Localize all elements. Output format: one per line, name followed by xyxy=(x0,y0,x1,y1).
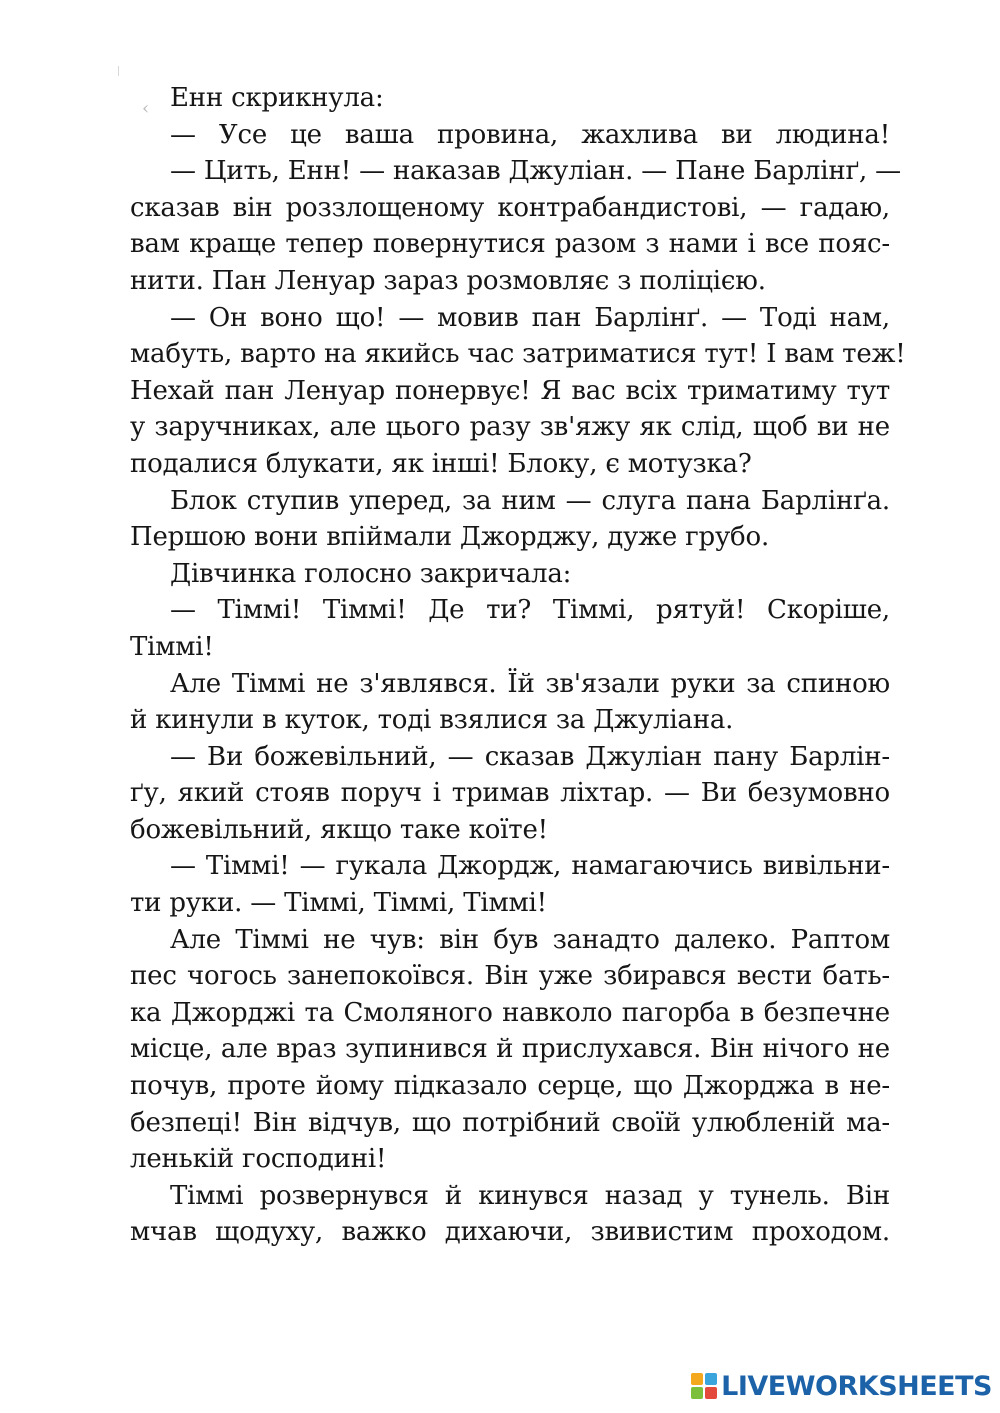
text-line: Енн скрикнула: xyxy=(170,83,384,113)
text-line: Але Тіммі не чув: він був занадто далеко. Раптом xyxy=(170,924,890,955)
liveworksheets-logo-icon xyxy=(691,1373,717,1399)
text-line: ти руки. — Тіммі, Тіммі, Тіммі! xyxy=(130,888,547,919)
text-line: — Тіммі! Тіммі! Де ти? Тіммі, рятуй! Скоріше, xyxy=(170,595,890,626)
text-line: — Усе це ваша провина, жахлива ви людина! xyxy=(170,119,890,150)
text-line: — Тіммі! — гукала Джордж, намагаючись вивільни- xyxy=(170,851,890,882)
text-line: Тіммі розвернувся й кинувся назад у тунель. Він xyxy=(170,1180,890,1211)
text-line: ка Джорджі та Смоляного навколо пагорба в безпечне xyxy=(130,997,890,1028)
text-line: — Цить, Енн! — наказав Джуліан. — Пане Барлінґ, — xyxy=(170,156,901,187)
text-line: Тіммі! xyxy=(130,631,214,662)
text-line: місце, але враз зупинився й прислухався. Він нічого не xyxy=(130,1034,890,1065)
text-line: Дівчинка голосно закричала: xyxy=(170,558,572,589)
text-line: Але Тіммі не з'являвся. Їй зв'язали руки за спиною xyxy=(170,668,890,699)
text-line: ленькій господині! xyxy=(130,1144,387,1175)
text-line: мабуть, варто на якийсь час затриматися тут! І вам теж! xyxy=(130,339,906,370)
text-line: пес чогось занепокоївся. Він уже збирався вести бать- xyxy=(130,961,890,992)
text-line: нити. Пан Ленуар зараз розмовляє з поліцією. xyxy=(130,265,766,296)
scan-mark-icon: ‹ xyxy=(142,98,150,119)
text-line: Нехай пан Ленуар понервує! Я вас всіх триматиму тут xyxy=(130,375,890,406)
watermark-text: LIVEWORKSHEETS xyxy=(721,1370,992,1402)
text-line: Блок ступив уперед, за ним — слуга пана Барлінґа. xyxy=(170,485,890,516)
text-line: мчав щодуху, важко дихаючи, звивистим проходом. xyxy=(130,1217,890,1248)
book-page-text xyxy=(130,80,906,1251)
text-line: — Он воно що! — мовив пан Барлінґ. — Тоді нам, xyxy=(170,302,890,333)
text-line: почув, проте йому підказало серце, що Джорджа в не- xyxy=(130,1071,890,1102)
text-line: сказав він роззлощеному контрабандистові, — гадаю, xyxy=(130,192,890,223)
text-line: божевільний, якщо таке коїте! xyxy=(130,814,548,845)
text-line: вам краще тепер повернутися разом з нами і все пояс- xyxy=(130,229,890,260)
text-line: й кинули в куток, тоді взялися за Джуліана. xyxy=(130,705,734,736)
text-line: — Ви божевільний, — сказав Джуліан пану Барлін- xyxy=(170,741,890,772)
text-line: ґу, який стояв поруч і тримав ліхтар. — Ви безумовно xyxy=(130,778,890,809)
scan-artifact xyxy=(118,66,125,76)
text-line: подалися блукати, як інші! Блоку, є мотузка? xyxy=(130,448,752,479)
liveworksheets-watermark[interactable] xyxy=(691,1369,992,1403)
text-line: безпеці! Він відчув, що потрібний своїй улюбленій ма- xyxy=(130,1107,890,1138)
text-line: у заручниках, але цього разу зв'яжу як слід, щоб ви не xyxy=(130,412,890,443)
text-line: Першою вони впіймали Джорджу, дуже грубо. xyxy=(130,522,770,553)
